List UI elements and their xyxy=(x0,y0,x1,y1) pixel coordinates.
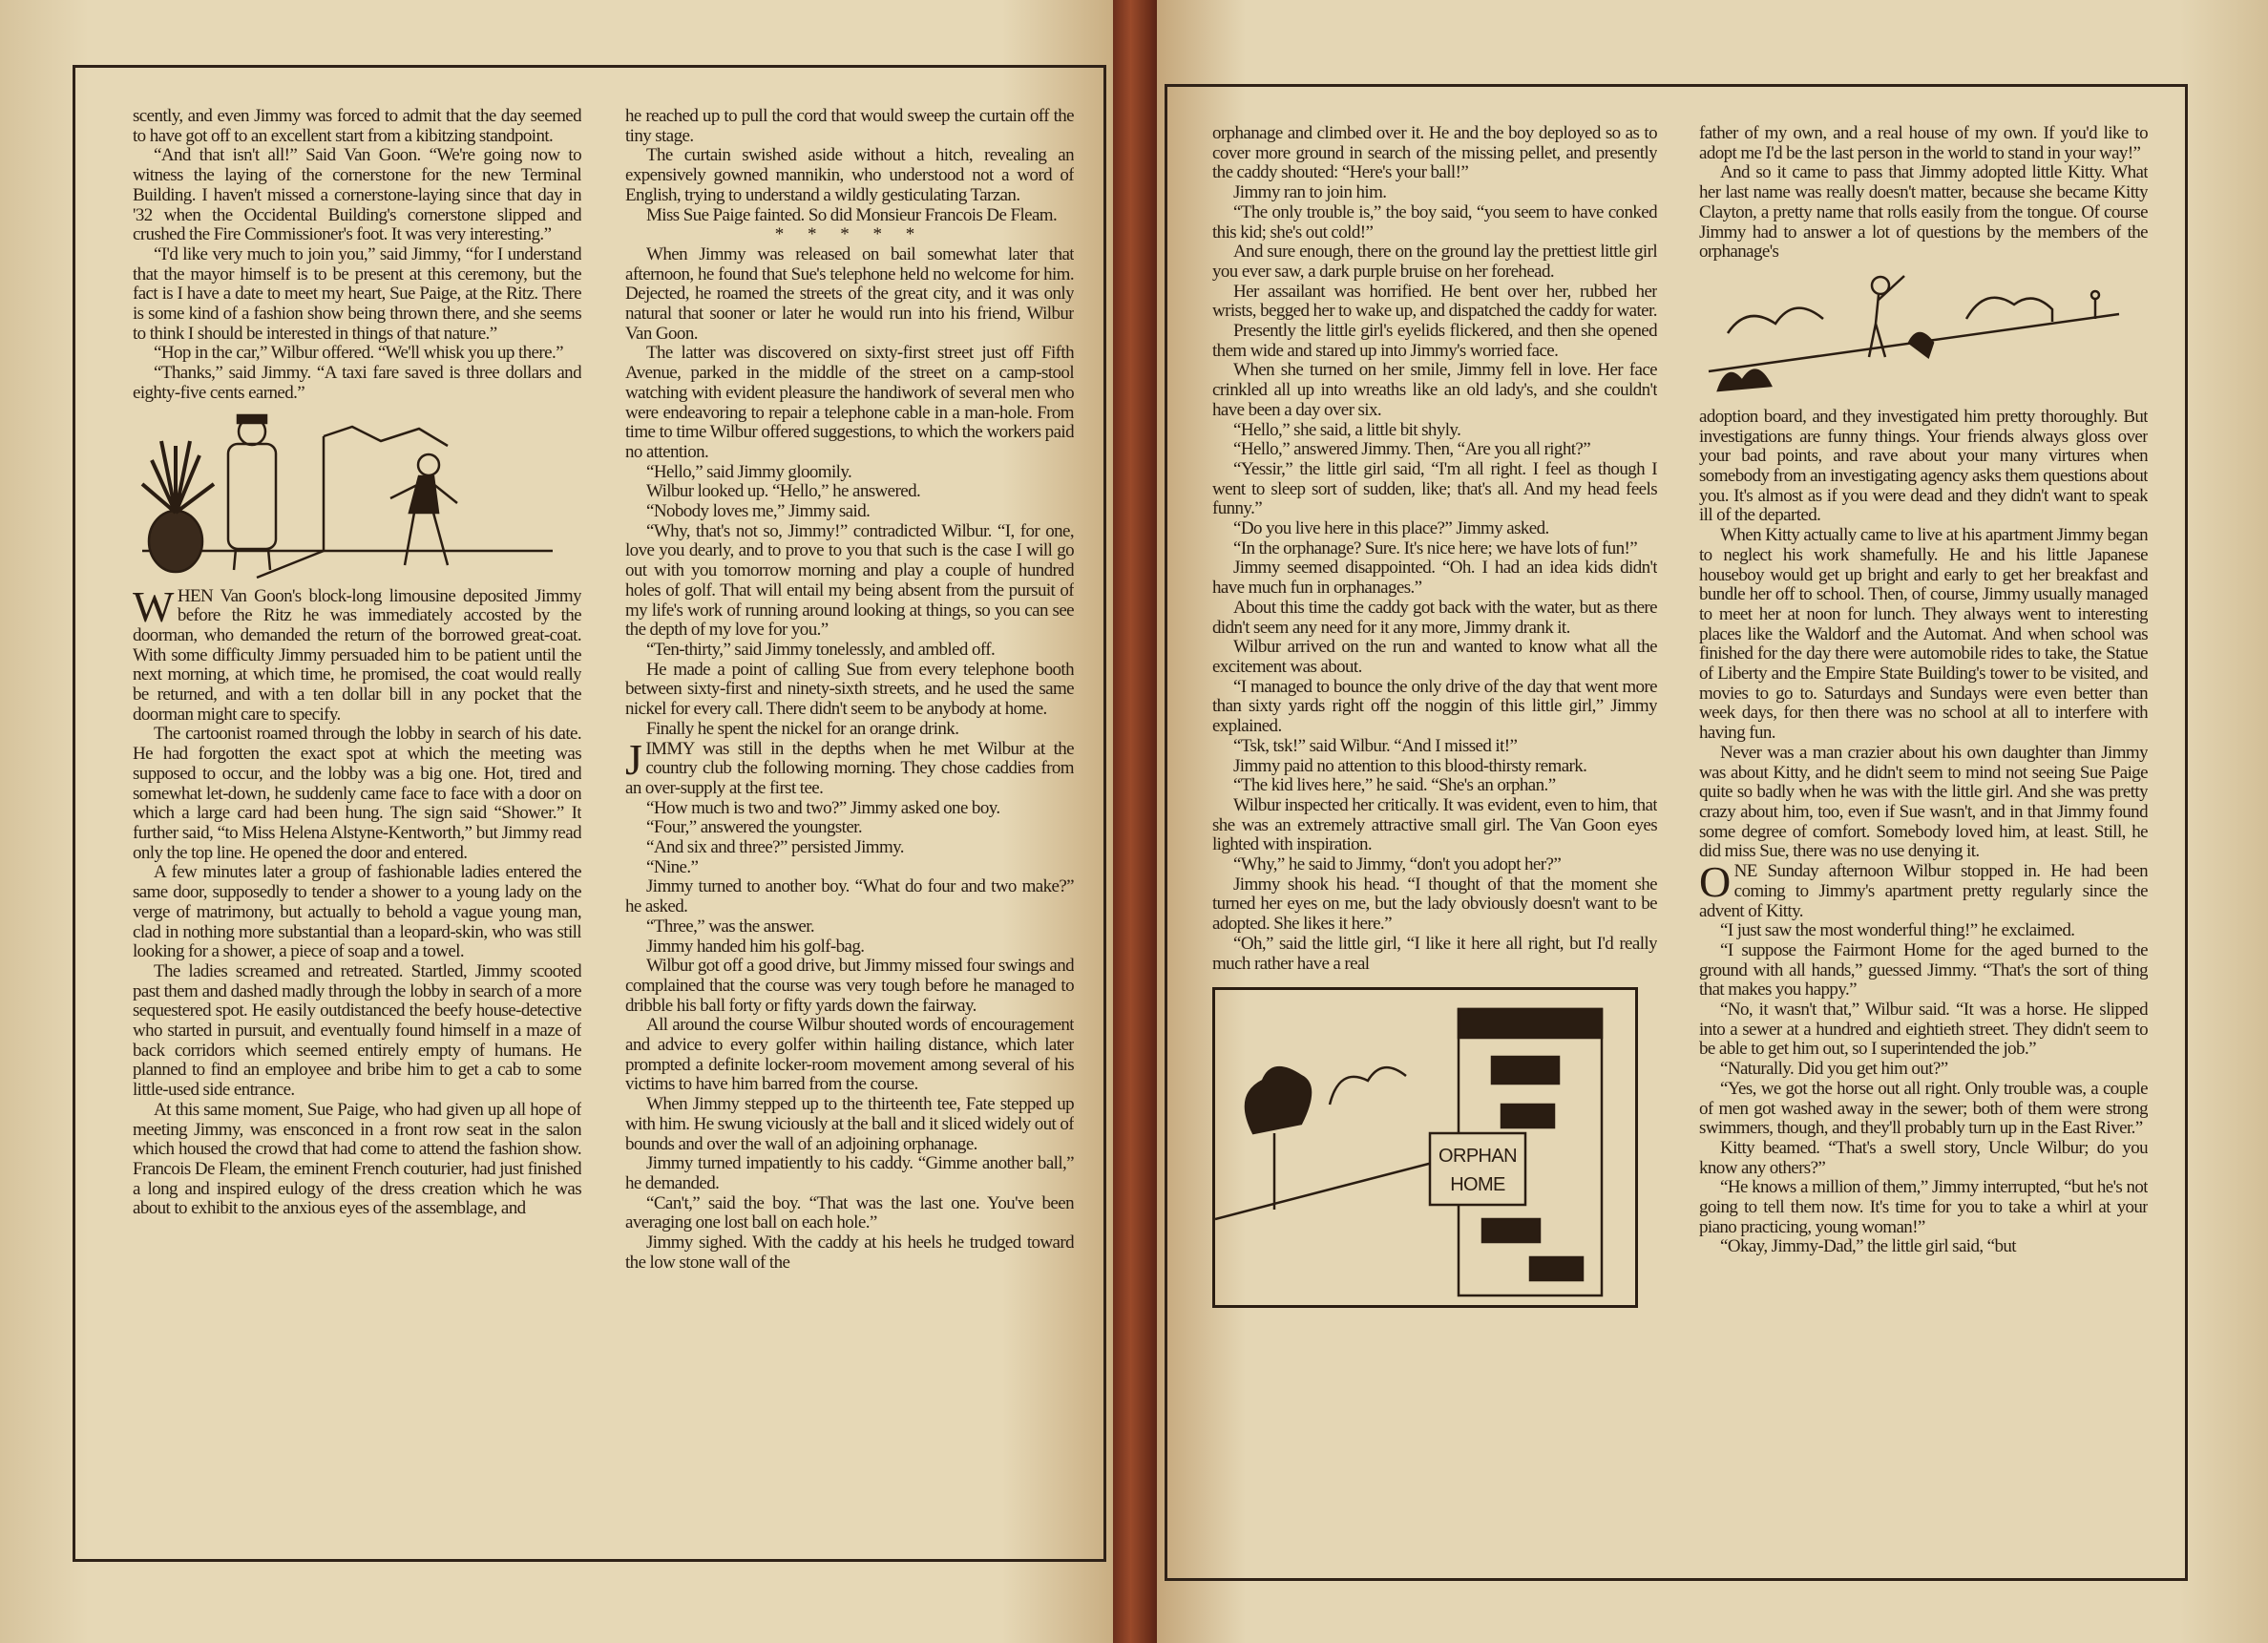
orphanage-cartoon-illustration xyxy=(1212,987,1638,1308)
drop-cap-letter: J xyxy=(625,734,642,784)
paragraph-text: IMMY was still in the depths when he met Wilbur at the country club the following morning. They chose caddies from an over-supply at the first tee. xyxy=(625,738,1074,798)
section-opening-paragraph xyxy=(1699,857,2148,921)
paragraph: “Oh,” said the little girl, “I like it here all right, but I'd really much rather have a real xyxy=(1212,933,1657,974)
paragraph: he reached up to pull the cord that would sweep the curtain off the tiny stage. xyxy=(625,107,1074,146)
paragraph: “Okay, Jimmy-Dad,” the little girl said, “but xyxy=(1720,1236,2016,1257)
paragraph: The ladies screamed and retreated. Startled, Jimmy scooted past them and dashed madly through the lobby in search of a more sequestered spot. He easily outdistanced the beefy house-detective who started in pursuit, and eventually found himself in a maze of back corridors which seemed entirely empty of humans. He planned to find an employee and bribe him to get a cab to some little-used side entrance. xyxy=(133,960,581,1101)
section-opening-paragraph xyxy=(133,581,581,726)
paragraph: adoption board, and they investigated him pretty thoroughly. But investigations are funny things. Your friends always gloss over your bad points, and rave about your many virtures when somebody from an investigating agency asks them questions about you. It's almost as if you were dead and they didn't want to speak ill of the departed. xyxy=(1699,406,2148,526)
paragraph-text: NE Sunday afternoon Wilbur stopped in. He had been coming to Jimmy's apartment pretty regularly since the advent of Kitty. xyxy=(1699,861,2148,921)
paragraph: “I suppose the Fairmont Home for the aged burned to the ground with all hands,” guessed Jimmy. “That's the sort of thing that makes you happy.” xyxy=(1699,939,2148,1001)
paragraph: Jimmy turned impatiently to his caddy. “Gimme another ball,” he demanded. xyxy=(625,1153,1074,1193)
paragraph: “Nine.” xyxy=(646,856,699,877)
paragraph: “Hello,” she said, a little bit shyly. xyxy=(1233,419,1461,440)
paragraph: Wilbur inspected her critically. It was evident, even to him, that she was an extremely attractive small girl. The Van Goon eyes lighted with inspiration. xyxy=(1212,794,1657,855)
paragraph: Jimmy shook his head. “I thought of that the moment she turned her eyes on me, but the lady obviously doesn't want to be adopted. She likes it here.” xyxy=(1212,874,1657,935)
paragraph: “He knows a million of them,” Jimmy interrupted, “but he's not going to tell them now. It's time for you to take a whirl at your piano practicing, young woman!” xyxy=(1699,1177,2148,1237)
paragraph: “Yessir,” the little girl said, “I'm all right. I feel as though I went to sleep sort of sudden, like; that's all. And my head feels funny.” xyxy=(1212,458,1657,519)
paragraph: Jimmy seemed disappointed. “Oh. I had an idea kids didn't have much fun in orphanages.” xyxy=(1212,558,1657,599)
golfer-cartoon-illustration xyxy=(1699,266,2138,400)
paragraph: “How much is two and two?” Jimmy asked one boy. xyxy=(646,797,1000,818)
paragraph: Jimmy sighed. With the caddy at his heels he trudged toward the low stone wall of the xyxy=(625,1232,1074,1273)
paragraph: “Tsk, tsk!” said Wilbur. “And I missed it!” xyxy=(1233,735,1518,756)
paragraph: At this same moment, Sue Paige, who had given up all hope of meeting Jimmy, was ensconced in a front row seat in the salon which housed the crowd that had come to attend the fashion show. Francois De Fleam, the eminent French couturier, had just finished a long and inspired eulogy of the dress creation which he was about to exhibit to the anxious eyes of the assemblage, and xyxy=(133,1099,581,1219)
paragraph: “Can't,” said the boy. “That was the last one. You've been averaging one lost ball on each hole.” xyxy=(625,1192,1074,1233)
paragraph: “Hop in the car,” Wilbur offered. “We'll whisk you up there.” xyxy=(154,343,563,364)
paragraph: “Four,” answered the youngster. xyxy=(646,817,862,838)
section-opening-paragraph xyxy=(625,734,1074,799)
paragraph: Wilbur got off a good drive, but Jimmy missed four swings and complained that the course was very tough before he managed to dribble his ball forty or fifty yards down the fairway. xyxy=(625,956,1074,1016)
paragraph: “I managed to bounce the only drive of the day that went more than sixty yards right off the noggin of this little girl,” Jimmy explained. xyxy=(1212,676,1657,737)
section-separator: * * * * * xyxy=(774,224,925,245)
paragraph: The cartoonist roamed through the lobby in search of his date. He had forgotten the exact spot at which the meeting was supposed to occur, and the lobby was a big one. Hot, tired and somewhat let-down, he suddenly came face to face with a door on which a large card had been hung. The sign said “Shower.” It further said, “to Miss Helena Alstyne-Kentworth,” but Jimmy read only the top line. He opened the door and entered. xyxy=(133,724,581,863)
paragraph: “In the orphanage? Sure. It's nice here; we have lots of fun!” xyxy=(1233,537,1638,558)
paragraph: The curtain swished aside without a hitch, revealing an expensively gowned mannikin, who understood not a word of English, trying to understand a wildly gesticulating Tarzan. xyxy=(625,145,1074,205)
paragraph: When Jimmy was released on bail somewhat later that afternoon, he found that Sue's telephone held no welcome for him. Dejected, he roamed the streets of the great city, and it was only natural that sooner or later he would run into his friend, Wilbur Van Goon. xyxy=(625,243,1074,344)
paragraph: When Jimmy stepped up to the thirteenth tee, Fate stepped up with him. He swung viciously at the ball and it sliced widely out of bounds and over the wall of an adjoining orphanage. xyxy=(625,1094,1074,1154)
paragraph: “Thanks,” said Jimmy. “A taxi fare saved is three dollars and eighty-five cents earned.” xyxy=(133,363,581,403)
drop-cap-letter: O xyxy=(1699,857,1731,907)
paragraph: Jimmy handed him his golf-bag. xyxy=(646,936,865,957)
paragraph: And sure enough, there on the ground lay the prettiest little girl you ever saw, a dark purple bruise on her forehead. xyxy=(1212,242,1657,282)
paragraph: The latter was discovered on sixty-first street just off Fifth Avenue, parked in the middle of the street on a camp-stool watching with evident pleasure the handiwork of several men who were endeavoring to repair a telephone cable in a man-hole. From time to time Wilbur offered suggestions, to which the workers paid no attention. xyxy=(625,343,1074,462)
paragraph: “And six and three?” persisted Jimmy. xyxy=(646,837,904,858)
paragraph: “Yes, we got the horse out all right. Only trouble was, a couple of men got washed away in the sewer; both of them were strong swimmers, though, and they'll probably turn up in the East River.” xyxy=(1699,1078,2148,1139)
paragraph: “Hello,” answered Jimmy. Then, “Are you all right?” xyxy=(1233,439,1591,460)
paragraph: “Naturally. Did you get him out?” xyxy=(1720,1059,1948,1080)
paragraph: “Hello,” said Jimmy gloomily. xyxy=(646,461,852,482)
paragraph: And so it came to pass that Jimmy adopted little Kitty. What her last name was really doesn't matter, because she became Kitty Clayton, a pretty name that rolls easily from the tongue. Of course Jimmy had to answer a lot of questions by the members of the orphanage's xyxy=(1699,162,2148,263)
paragraph: “Nobody loves me,” Jimmy said. xyxy=(646,501,871,522)
paragraph: Never was a man crazier about his own daughter than Jimmy was about Kitty, and he didn't seem to mind not seeing Sue Paige quite so badly when he was with the little girl. And she was pretty crazy about him, too, even if Sue wasn't, and in that Jimmy found some degree of comfort. Somebody loved him, at least. Still, he did miss Sue, there was no use denying it. xyxy=(1699,742,2148,862)
paragraph: Finally he spent the nickel for an orange drink. xyxy=(646,718,959,739)
paragraph: Her assailant was horrified. He bent over her, rubbed her wrists, begged her to wake up, and dispatched the caddy for water. xyxy=(1212,281,1657,322)
paragraph: Jimmy paid no attention to this blood-thirsty remark. xyxy=(1233,755,1587,776)
paragraph: orphanage and climbed over it. He and the boy deployed so as to cover more ground in search of the missing pellet, and presently the caddy shouted: “Here's your ball!” xyxy=(1212,124,1657,183)
paragraph: “Why,” he said to Jimmy, “don't you adopt her?” xyxy=(1233,854,1562,875)
paragraph: Jimmy turned to another boy. “What do four and two make?” he asked. xyxy=(625,876,1074,917)
paragraph: Kitty beamed. “That's a swell story, Uncle Wilbur; do you know any others?” xyxy=(1699,1137,2148,1178)
paragraph: “I just saw the most wonderful thing!” he exclaimed. xyxy=(1720,920,2075,941)
paragraph: “The kid lives here,” he said. “She's an orphan.” xyxy=(1233,775,1556,796)
paragraph: “I'd like very much to join you,” said Jimmy, “for I understand that the mayor himself is to be present at this ceremony, but the fact is I have a date to meet my heart, Sue Paige, at the Ritz. There is some kind of a fashion show being thrown there, and she seems to think I should be interested in things of that nature.” xyxy=(133,243,581,344)
paragraph: About this time the caddy got back with the water, but as there didn't seem any need for it any more, Jimmy drank it. xyxy=(1212,597,1657,638)
paragraph: Presently the little girl's eyelids flickered, and then she opened them wide and stared up into Jimmy's worried face. xyxy=(1212,321,1657,361)
orphan-sign-line-1: ORPHAN xyxy=(1438,1146,1517,1168)
paragraph: When Kitty actually came to live at his apartment Jimmy began to neglect his work shamefully. He and his little Japanese houseboy would get up bright and early to get her breakfast and bundle her off to school. Then, of course, Jimmy usually managed to meet her at noon for lunch. They always went to interesting places like the Waldorf and the Automat. And when school was finished for the day there were automobile rides to take, the Statue of Liberty and the Empire State Building's tower to be visited, and movies to go to. Saturdays and Sundays were even better than week days, for then there was no school at all to interfere with having fun. xyxy=(1699,525,2148,744)
paragraph: “Why, that's not so, Jimmy!” contradicted Wilbur. “I, for one, love you dearly, and to prove to you that such is the case I will go out with you tomorrow morning and play a couple of hundred holes of golf. That will entail my being absent from the pursuit of my life's work of running around looking at things, so you can see the depth of my love for you.” xyxy=(625,520,1074,641)
paragraph: “Do you live here in this place?” Jimmy asked. xyxy=(1233,518,1549,539)
paragraph: “No, it wasn't that,” Wilbur said. “It was a horse. He slipped into a sewer at a hundred and eightieth street. They didn't seem to be able to get him out, so I superintended the job.” xyxy=(1699,1000,2148,1060)
right-page-column-1 xyxy=(1212,124,1657,1556)
paragraph: Wilbur looked up. “Hello,” he answered. xyxy=(646,481,921,502)
paragraph: father of my own, and a real house of my own. If you'd like to adopt me I'd be the last person in the world to stand in your way!” xyxy=(1699,124,2148,163)
paragraph: “Three,” was the answer. xyxy=(646,916,815,937)
paragraph: All around the course Wilbur shouted words of encouragement and advice to every golfer within hailing distance, which later prompted a definite locker-room movement among several of his victims to have him barred from the course. xyxy=(625,1015,1074,1095)
drop-cap-letter: W xyxy=(133,581,174,631)
paragraph: scently, and even Jimmy was forced to admit that the day seemed to have got off to an excellent start from a kibitzing standpoint. xyxy=(133,107,581,146)
left-page-column-2 xyxy=(625,107,1074,1539)
left-page-column-1 xyxy=(133,107,581,1539)
orphan-sign-line-2: HOME xyxy=(1450,1174,1505,1196)
doorman-cartoon-illustration xyxy=(133,408,572,579)
paragraph: “And that isn't all!” Said Van Goon. “We're going now to witness the laying of the cornerstone for the new Terminal Building. I haven't missed a cornerstone-laying since that day in '32 when the Occidental Building's cornerstone slipped and crushed the Fire Commissioner's foot. It was very interesting.” xyxy=(133,145,581,245)
right-page-column-2 xyxy=(1699,124,2148,1556)
paragraph: He made a point of calling Sue from every telephone booth between sixty-first and ninety-sixth streets, and he used the same nickel for every call. There didn't seem to be anybody at home. xyxy=(625,659,1074,720)
book-spine xyxy=(1113,0,1157,1643)
paragraph: Jimmy ran to join him. xyxy=(1233,182,1387,203)
paragraph: “The only trouble is,” the boy said, “you seem to have conked this kid; she's out cold!” xyxy=(1212,201,1657,242)
paragraph-text: HEN Van Goon's block-long limousine deposited Jimmy before the Ritz he was immediately accosted by the doorman, who demanded the return of the borrowed great-coat. With some difficulty Jimmy persuaded him to be patient until the next morning, at which time, he promised, the coat would really be returned, and with a ten dollar bill in any pocket that the doorman might care to specify. xyxy=(133,585,581,725)
paragraph: When she turned on her smile, Jimmy fell in love. Her face crinkled all up into wreaths like an old lady's, and she couldn't have been a day over six. xyxy=(1212,360,1657,420)
paragraph: “Ten-thirty,” said Jimmy tonelessly, and ambled off. xyxy=(646,639,996,660)
paragraph: Miss Sue Paige fainted. So did Monsieur Francois De Fleam. xyxy=(646,204,1058,225)
paragraph: A few minutes later a group of fashionable ladies entered the same door, supposedly to tender a shower to a young lady on the verge of matrimony, but actually to behold a vague young man, clad in nothing more substantial than a leopard-skin, who was still looking for a shower, a piece of soap and a towel. xyxy=(133,862,581,962)
paragraph: Wilbur arrived on the run and wanted to know what all the excitement was about. xyxy=(1212,637,1657,677)
